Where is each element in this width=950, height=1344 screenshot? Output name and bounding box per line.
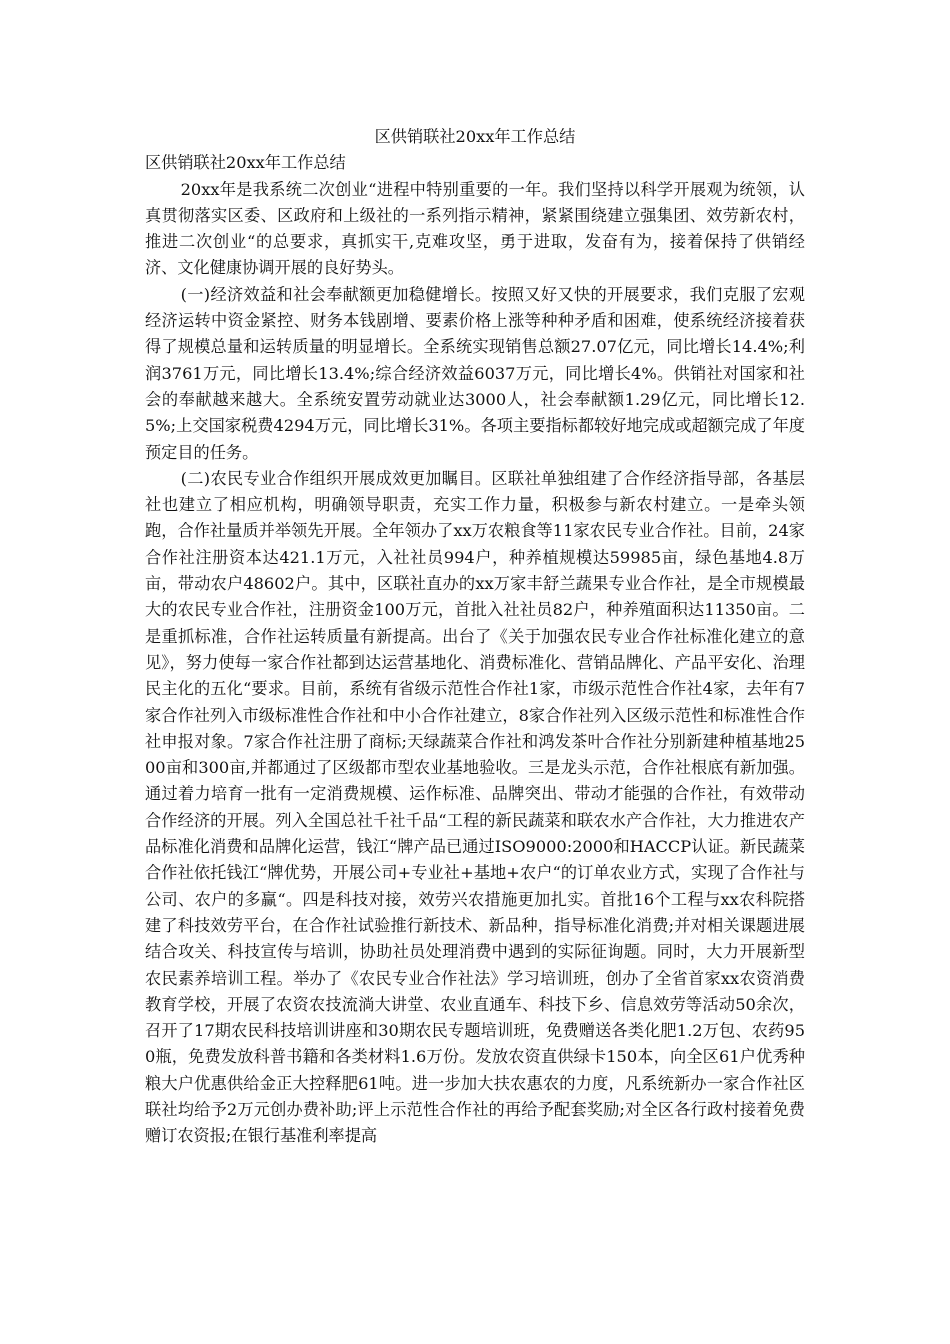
paragraph-cooperatives: (二)农民专业合作组织开展成效更加瞩目。区联社单独组建了合作经济指导部，各基层社也建立了相应机构，明确领导职责，充实工作力量，积极参与新农村建立。一是牵头领跑，合作社量质并举领先开展。全年领办了xx万农粮食等11家农民专业合作社。目前，24家合作社注册资本达421.1万元，入社社员994户，种养植规模达59985亩，绿色基地4.8万亩，带动农户48602户。其中，区联社直办的xx万家丰舒兰蔬果专业合作社，是全市规模最大的农民专业合作社，注册资金100万元，首批入社社员82户，种养殖面积达11350亩。二是重抓标准，合作社运转质量有新提高。出台了《关于加强农民专业合作社标准化建立的意见》，努力使每一家合作社都到达运营基地化、消费标准化、营销品牌化、产品平安化、治理民主化的五化“要求。目前，系统有省级示范性合作社1家，市级示范性合作社4家，去年有7家合作社列入市级标准性合作社和中小合作社建立，8家合作社列入区级示范性和标准性合作社申报对象。7家合作社注册了商标;天绿蔬菜合作社和鸿发茶叶合作社分别新建种植基地2500亩和300亩,并都通过了区级都市型农业基地验收。三是龙头示范，合作社根底有新加强。通过着力培育一批有一定消费规模、运作标准、品牌突出、带动才能强的合作社，有效带动合作经济的开展。列入全国总社千社千品“工程的新民蔬菜和联农水产合作社，大力推进农产品标准化消费和品牌化运营，钱江“牌产品已通过ISO9000:2000和HACCP认证。新民蔬菜合作社依托钱江“牌优势，开展公司+专业社+基地+农户“的订单农业方式，实现了合作社与公司、农户的多赢“。四是科技对接，效劳兴农措施更加扎实。首批16个工程与xx农科院搭建了科技效劳平台，在合作社试验推行新技术、新品种，指导标准化消费;并对相关课题进展结合攻关、科技宣传与培训，协助社员处理消费中遇到的实际征询题。同时，大力开展新型农民素养培训工程。举办了《农民专业合作社法》学习培训班，创办了全省首家xx农资消费教育学校，开展了农资农技流淌大讲堂、农业直通车、科技下乡、信息效劳等活动50余次，召开了17期农民科技培训讲座和30期农民专题培训班，免费赠送各类化肥1.2万包、农药950瓶，免费发放科普书籍和各类材料1.6万份。发放农资直供绿卡150本，向全区61户优秀种粮大户优惠供给金正大控释肥61吨。进一步加大扶农惠农的力度，凡系统新办一家合作社区联社均给予2万元创办费补助;评上示范性合作社的再给予配套奖励;对全区各行政村接着免费赠订农资报;在银行基准利率提高	[145, 468, 805, 1146]
paragraph-economic-benefits: (一)经济效益和社会奉献额更加稳健增长。按照又好又快的开展要求，我们克服了宏观经济运转中资金紧控、财务本钱剧增、要素价格上涨等种种矛盾和困难，使系统经济接着获得了规模总量和运转质量的明显增长。全系统实现销售总额27.07亿元，同比增长14.4%;利润3761万元，同比增长13.4%;综合经济效益6037万元，同比增长4%。供销社对国家和社会的奉献越来越大。全系统安置劳动就业达3000人，社会奉献额1.29亿元，同比增长12.5%;上交国家税费4294万元，同比增长31%。各项主要指标都较好地完成或超额完成了年度预定目的任务。	[145, 284, 805, 462]
document-title: 区供销联社20xx年工作总结	[374, 127, 576, 146]
paragraph-intro: 20xx年是我系统二次创业“进程中特别重要的一年。我们坚持以科学开展观为统领，认真贯彻落实区委、区政府和上级社的一系列指示精神，紧紧围绕建立强集团、效劳新农村，推进二次创业“的总要求，真抓实干,克难攻坚，勇于进取，发奋有为，接着保持了供销经济、文化健康协调开展的良好势头。	[145, 179, 805, 278]
document-subtitle: 区供销联社20xx年工作总结	[145, 153, 346, 173]
document-body	[145, 124, 805, 1150]
